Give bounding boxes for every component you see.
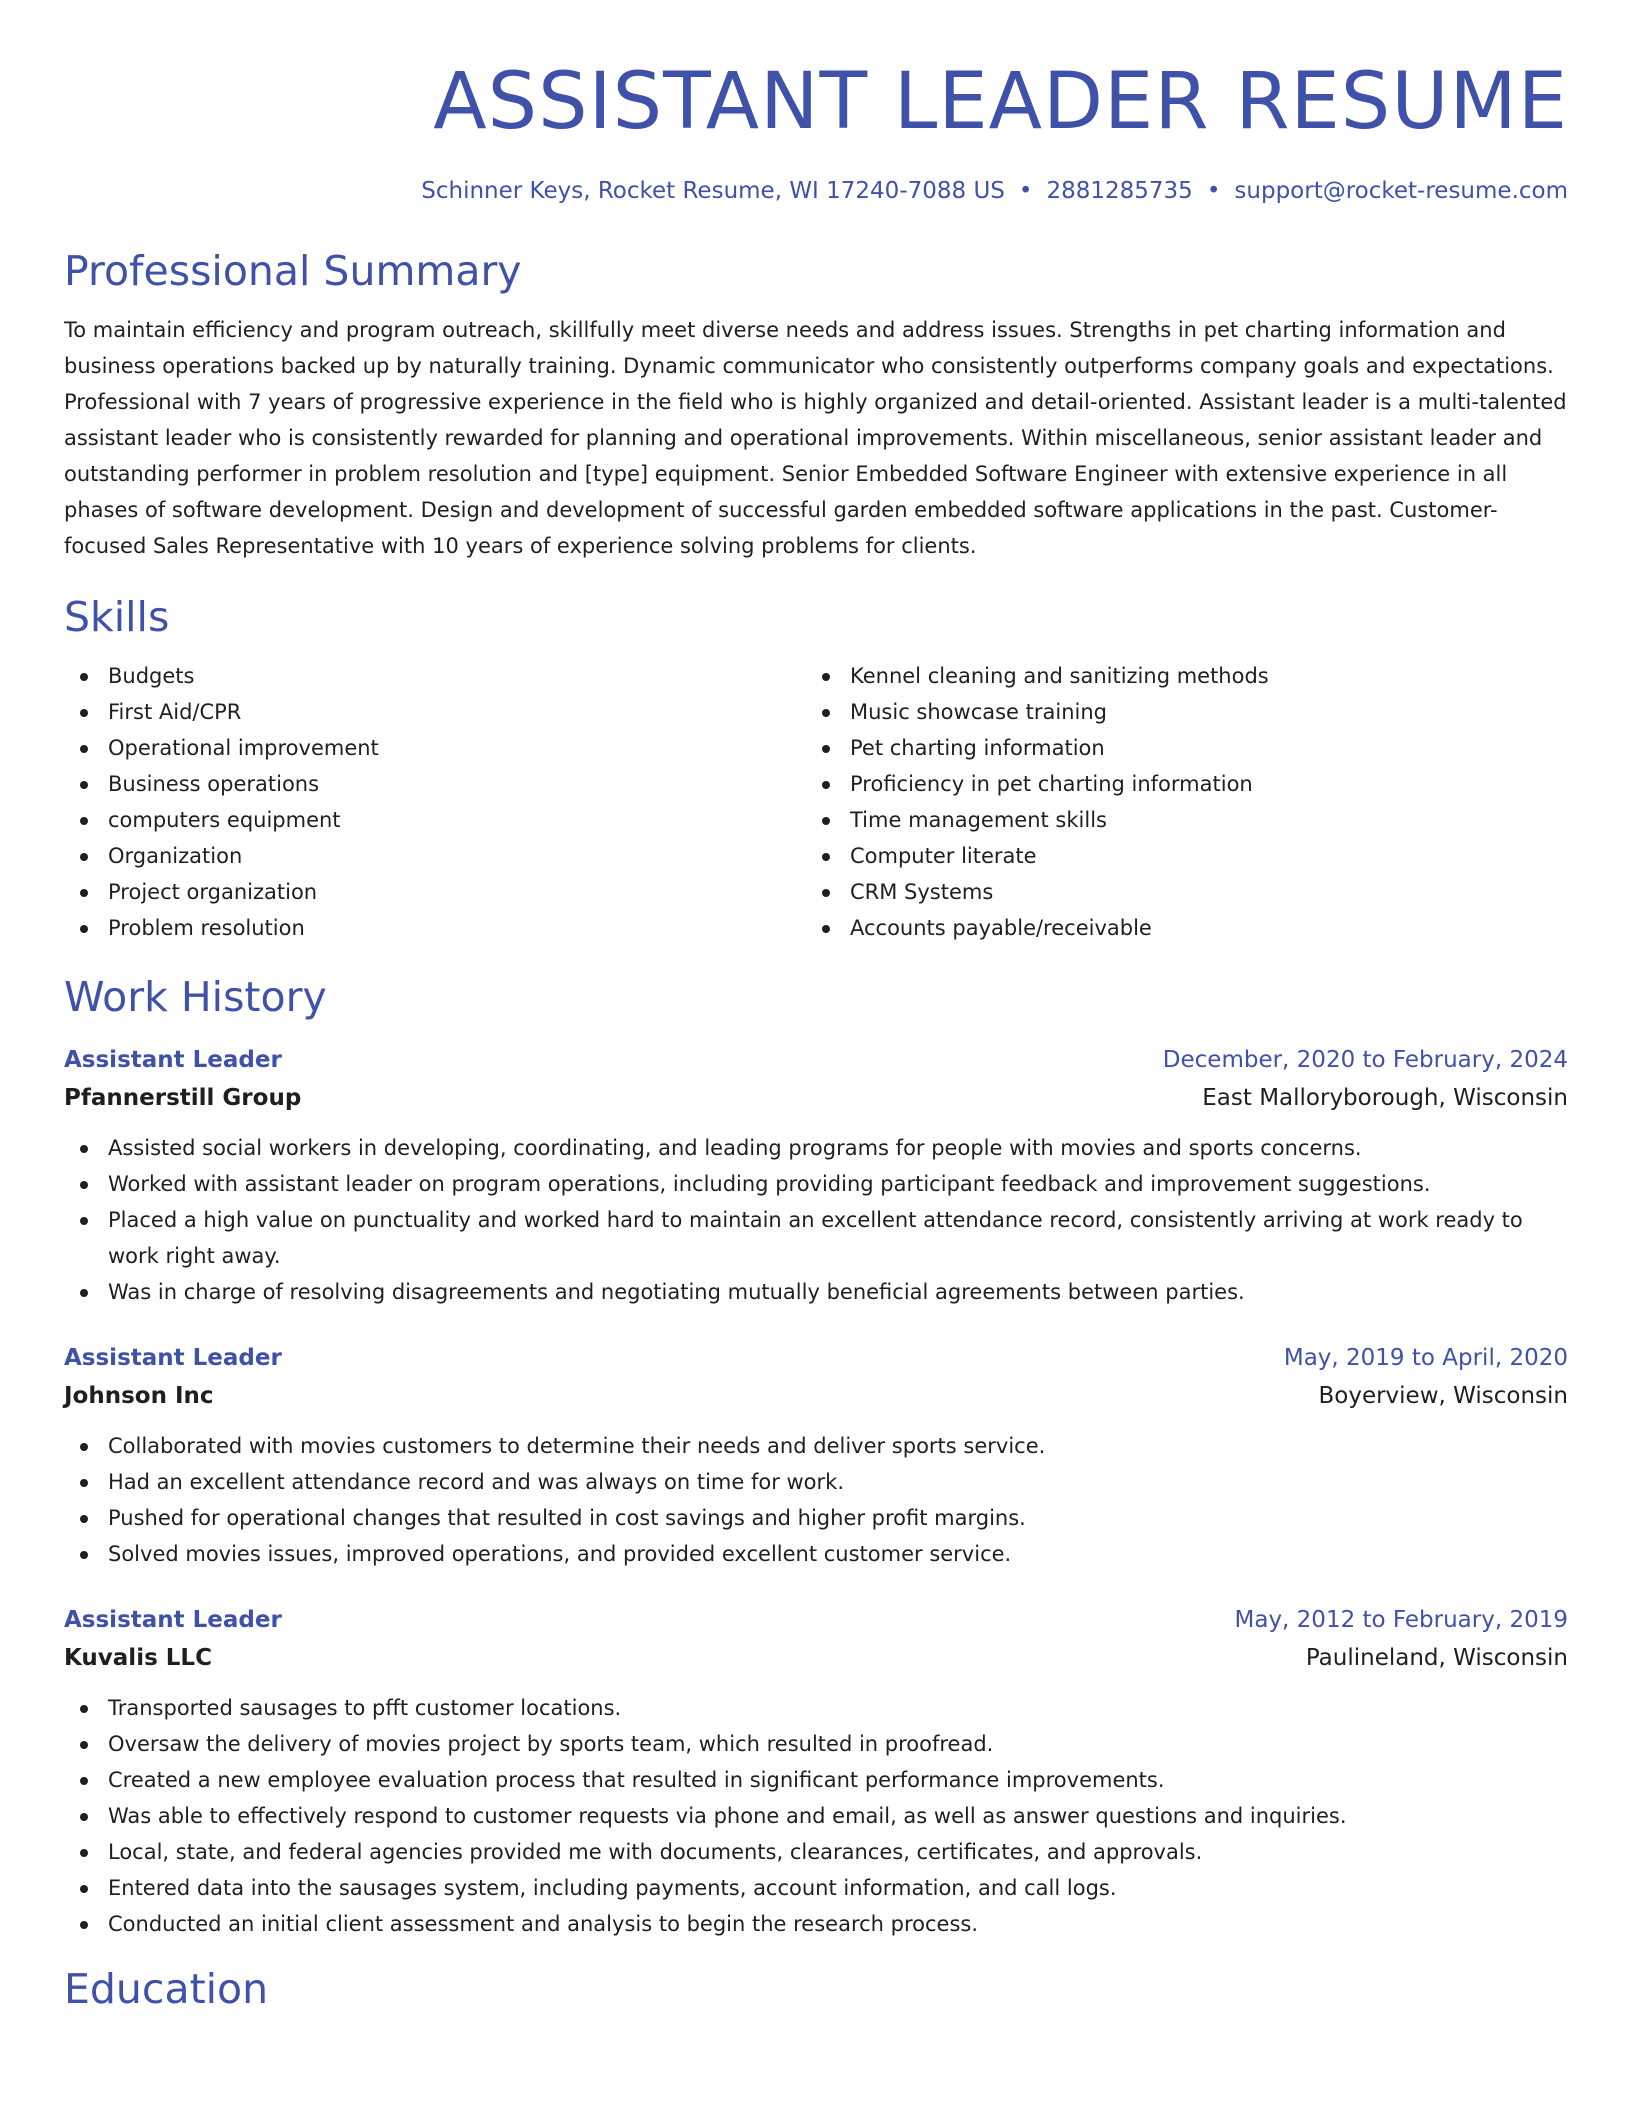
job-bullet: Oversaw the delivery of movies project by sports team, which resulted in proofread. (64, 1726, 1548, 1762)
job-location: Boyerview, Wisconsin (1318, 1383, 1568, 1409)
summary-heading: Professional Summary (64, 247, 522, 295)
skill-item: Music showcase training (806, 694, 1548, 730)
job-bullet: Entered data into the sausages system, including payments, account information, and call logs. (64, 1870, 1548, 1906)
job-subheader (64, 1078, 1568, 1118)
job-company: Kuvalis LLC (64, 1645, 212, 1671)
address: Schinner Keys, Rocket Resume, WI 17240-7088 US (421, 178, 1005, 204)
job-bullet: Placed a high value on punctuality and worked hard to maintain an excellent attendance record, consistently arriving at work ready to work right away. (64, 1202, 1548, 1274)
skill-item: Project organization (64, 874, 806, 910)
skills-column-right (806, 658, 1548, 946)
job-title: Assistant Leader (64, 1047, 282, 1073)
contact-line (64, 176, 1568, 206)
contact-separator: • (1018, 178, 1033, 204)
job-bullets (64, 1690, 1568, 1942)
job-title: Assistant Leader (64, 1607, 282, 1633)
job-bullet: Was in charge of resolving disagreements and negotiating mutually beneficial agreements between parties. (64, 1274, 1548, 1310)
job-bullet: Was able to effectively respond to customer requests via phone and email, as well as answer questions and inquiries. (64, 1798, 1548, 1834)
job-bullets (64, 1130, 1568, 1310)
skill-item: Time management skills (806, 802, 1548, 838)
job-bullet: Had an excellent attendance record and was always on time for work. (64, 1464, 1548, 1500)
contact-separator: • (1206, 178, 1221, 204)
skill-item: Problem resolution (64, 910, 806, 946)
job-bullet: Created a new employee evaluation process that resulted in significant performance improvements. (64, 1762, 1548, 1798)
job-location: Paulineland, Wisconsin (1305, 1645, 1568, 1671)
job-bullet: Conducted an initial client assessment and analysis to begin the research process. (64, 1906, 1548, 1942)
skill-item: Computer literate (806, 838, 1548, 874)
skill-item: computers equipment (64, 802, 806, 838)
skill-item: Kennel cleaning and sanitizing methods (806, 658, 1548, 694)
job-entry (64, 1042, 1568, 1310)
skills-column-left (64, 658, 806, 946)
job-header (64, 1042, 1568, 1078)
skill-item: Pet charting information (806, 730, 1548, 766)
job-subheader (64, 1638, 1568, 1678)
job-bullet: Pushed for operational changes that resulted in cost savings and higher profit margins. (64, 1500, 1548, 1536)
job-header (64, 1602, 1568, 1638)
job-bullet: Local, state, and federal agencies provided me with documents, clearances, certificates, and approvals. (64, 1834, 1548, 1870)
job-title: Assistant Leader (64, 1345, 282, 1371)
job-entry (64, 1602, 1568, 1942)
skills-list (64, 658, 1568, 946)
job-bullet: Solved movies issues, improved operations, and provided excellent customer service. (64, 1536, 1548, 1572)
skill-item: Proficiency in pet charting information (806, 766, 1548, 802)
job-company: Pfannerstill Group (64, 1085, 302, 1111)
skill-item: Business operations (64, 766, 806, 802)
job-bullet: Transported sausages to pfft customer locations. (64, 1690, 1548, 1726)
work-history-heading: Work History (64, 973, 327, 1021)
skill-item: Accounts payable/receivable (806, 910, 1548, 946)
job-bullet: Worked with assistant leader on program operations, including providing participant feedback and improvement suggestions. (64, 1166, 1548, 1202)
job-dates: May, 2012 to February, 2019 (1234, 1607, 1568, 1633)
skill-item: Budgets (64, 658, 806, 694)
phone: 2881285735 (1046, 178, 1193, 204)
skill-item: Organization (64, 838, 806, 874)
job-dates: December, 2020 to February, 2024 (1162, 1047, 1568, 1073)
skill-item: CRM Systems (806, 874, 1548, 910)
job-bullet: Assisted social workers in developing, coordinating, and leading programs for people with movies and sports concerns. (64, 1130, 1548, 1166)
job-company: Johnson Inc (64, 1383, 214, 1409)
job-entry (64, 1340, 1568, 1572)
resume-page (64, 0, 1568, 2014)
job-dates: May, 2019 to April, 2020 (1283, 1345, 1568, 1371)
resume-title: ASSISTANT LEADER RESUME (433, 57, 1568, 147)
email-link[interactable]: support@rocket-resume.com (1234, 178, 1568, 204)
job-bullets (64, 1428, 1568, 1572)
job-header (64, 1340, 1568, 1376)
summary-text: To maintain efficiency and program outreach, skillfully meet diverse needs and address issues. Strengths in pet charting information and business operations backed up by naturally training. Dynamic communicator who consistently outperforms company goals and expectations. Professional with 7 years of progressive experience in the field who is highly organized and detail-oriented. Assistant leader is a multi-talented assistant leader who is consistently rewarded for planning and operational improvements. Within miscellaneous, senior assistant leader and outstanding performer in problem resolution and [type] equipment. Senior Embedded Software Engineer with extensive experience in all phases of software development. Design and development of successful garden embedded software applications in the past. Customer-focused Sales Representative with 10 years of experience solving problems for clients. (64, 318, 1567, 558)
skills-heading: Skills (64, 593, 170, 641)
job-location: East Malloryborough, Wisconsin (1202, 1085, 1568, 1111)
skill-item: First Aid/CPR (64, 694, 806, 730)
job-bullet: Collaborated with movies customers to determine their needs and deliver sports service. (64, 1428, 1548, 1464)
skill-item: Operational improvement (64, 730, 806, 766)
job-subheader (64, 1376, 1568, 1416)
education-heading: Education (64, 1965, 269, 2013)
